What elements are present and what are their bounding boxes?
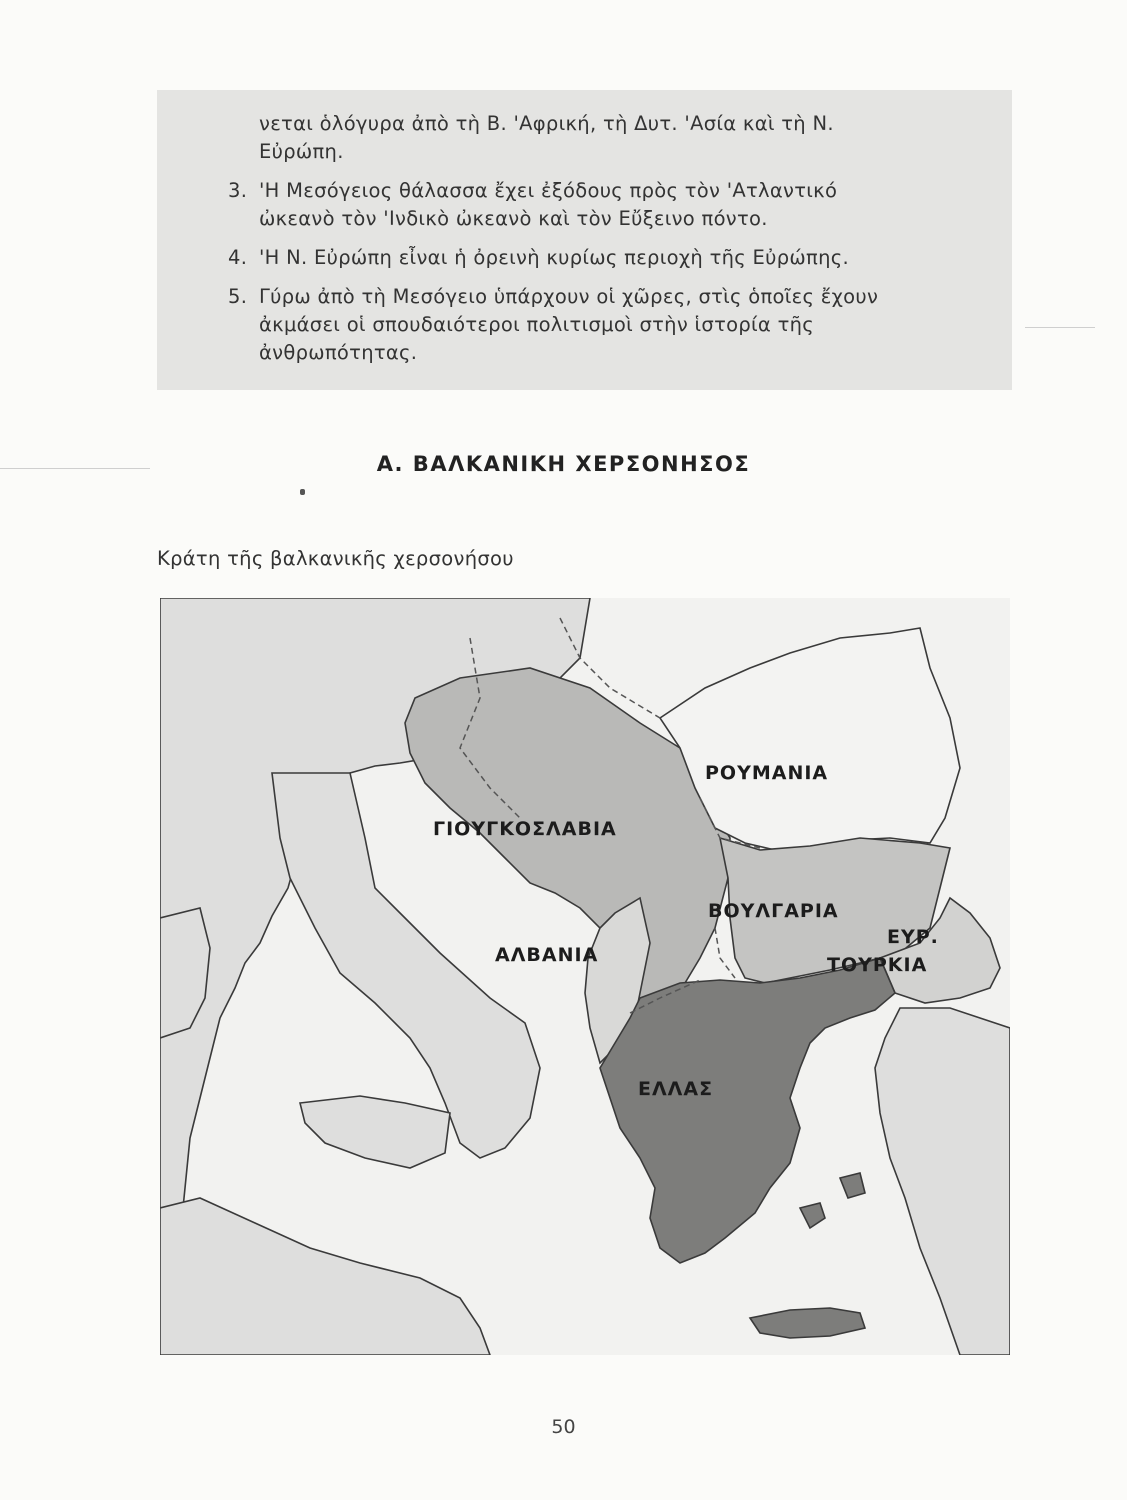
map-label-greece: ΕΛΛΑΣ: [638, 1078, 714, 1100]
map-label-turkey: ΤΟΥΡΚΙΑ: [827, 954, 928, 976]
list-item-text: ἀκμάσει οἱ σπουδαιότεροι πολιτισμοὶ στὴν ἱστορία τῆς: [259, 313, 815, 336]
list-item-text: Γύρω ἀπὸ τὴ Μεσόγειο ὑπάρχουν οἱ χῶρες, στὶς ὁποῖες ἔχουν: [259, 285, 879, 308]
list-number: 3.: [228, 179, 248, 202]
balkan-map: [160, 598, 1010, 1355]
balkan-map-svg: [160, 598, 1010, 1355]
scan-dot: [300, 489, 305, 495]
text-line: νεται ὁλόγυρα ἀπὸ τὴ Β. 'Αφρική, τὴ Δυτ. 'Ασία καὶ τὴ Ν.: [259, 112, 834, 135]
list-number: 5.: [228, 285, 248, 308]
map-label-bulgaria: ΒΟΥΛΓΑΡΙΑ: [708, 900, 839, 922]
list-item-text: ὠκεανὸ τὸν 'Ινδικὸ ὠκεανὸ καὶ τὸν Εὔξεινο πόντο.: [259, 207, 768, 230]
list-item-text: 'Η Μεσόγειος θάλασσα ἔχει ἐξόδους πρὸς τὸν 'Ατλαντικό: [259, 179, 838, 202]
list-item-text: ἀνθρωπότητας.: [259, 341, 418, 364]
map-label-yugoslavia: ΓΙΟΥΓΚΟΣΛΑΒΙΑ: [433, 818, 617, 840]
section-heading: Α. ΒΑΛΚΑΝΙΚΗ ΧΕΡΣΟΝΗΣΟΣ: [376, 452, 751, 476]
list-number: 4.: [228, 246, 248, 269]
map-label-eur: ΕΥΡ.: [887, 926, 939, 948]
list-item-text: 'Η Ν. Εὐρώπη εἶναι ἡ ὀρεινὴ κυρίως περιοχὴ τῆς Εὐρώπης.: [259, 246, 849, 269]
map-label-romania: ΡΟΥΜΑΝΙΑ: [705, 762, 829, 784]
map-label-albania: ΑΛΒΑΝΙΑ: [495, 944, 599, 966]
text-line: Εὐρώπη.: [259, 140, 344, 163]
map-caption: Κράτη τῆς βαλκανικῆς χερσονήσου: [157, 547, 514, 570]
scan-artifact: [1025, 327, 1095, 328]
page-number: 50: [551, 1416, 576, 1438]
